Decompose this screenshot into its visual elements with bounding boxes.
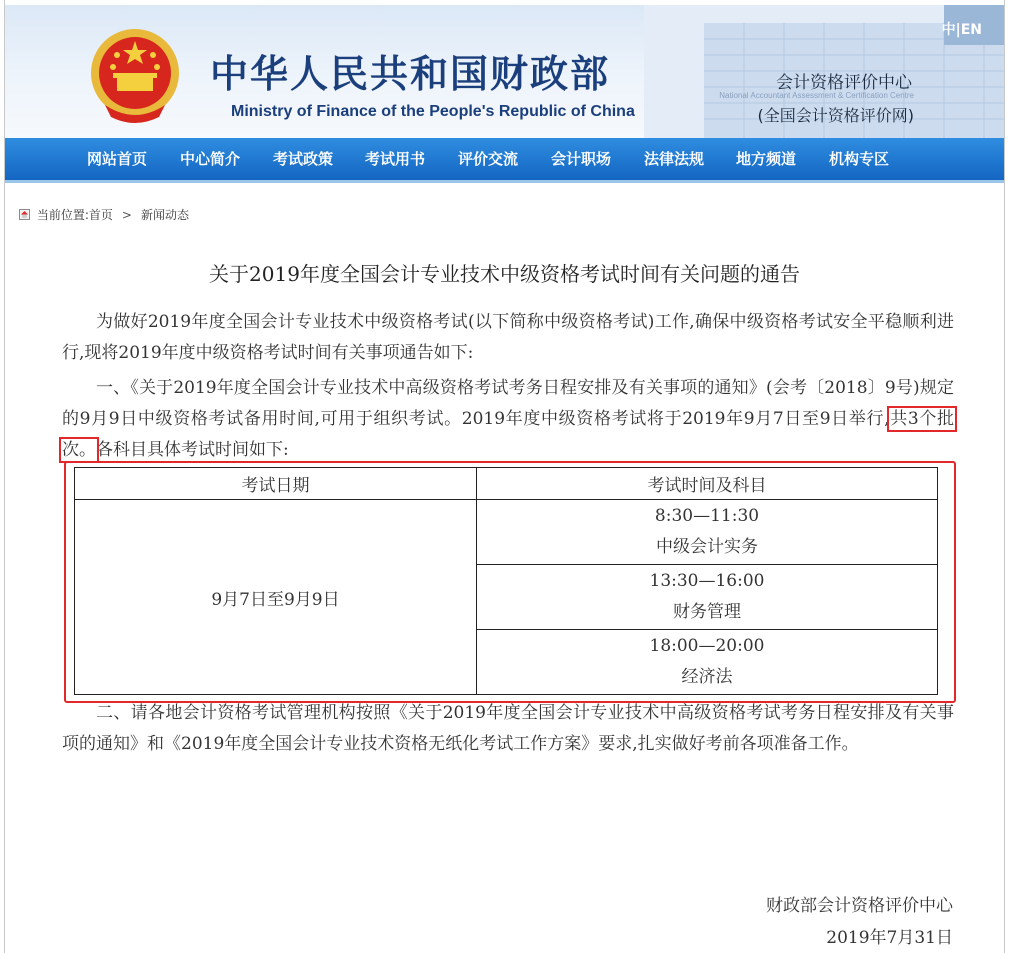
- national-emblem-icon: [87, 25, 183, 125]
- home-icon: [19, 209, 30, 220]
- slot-time: 18:00—20:00: [649, 636, 765, 656]
- nav-item-local[interactable]: 地方频道: [736, 150, 797, 168]
- article-paragraph-2: [62, 373, 954, 466]
- center-name-english: National Accountant Assessment & Certification Centre: [719, 91, 914, 100]
- center-name: 会计资格评价中心: [776, 73, 912, 93]
- nav-item-career[interactable]: 会计职场: [551, 150, 612, 168]
- center-website-name: (全国会计资格评价网): [757, 106, 914, 125]
- nav-item-exchange[interactable]: 评价交流: [458, 150, 519, 168]
- exam-slot-cell: [477, 500, 938, 565]
- breadcrumb-prefix: 当前位置:: [36, 208, 89, 222]
- header-exam-date: 考试日期: [75, 468, 477, 500]
- nav-item-home[interactable]: 网站首页: [87, 150, 148, 168]
- signature-date: 2019年7月31日: [826, 928, 953, 948]
- highlighted-batch-count: 共3个批次。: [62, 409, 954, 460]
- slot-time: 13:30—16:00: [649, 571, 765, 591]
- slot-subject: 财务管理: [673, 602, 741, 622]
- main-nav: [5, 138, 1004, 183]
- site-title-english: Ministry of Finance of the People's Republic of China: [231, 103, 635, 120]
- exam-date-cell: 9月7日至9月9日: [75, 500, 477, 695]
- nav-item-about[interactable]: 中心简介: [180, 150, 241, 168]
- nav-item-exam-policy[interactable]: 考试政策: [273, 150, 334, 168]
- site-title: 中华人民共和国财政部: [210, 52, 611, 96]
- breadcrumb-current[interactable]: 新闻动态: [140, 208, 189, 222]
- table-row: [75, 500, 938, 565]
- exam-schedule-table: [74, 467, 938, 695]
- nav-item-institutions[interactable]: 机构专区: [829, 150, 890, 168]
- table-header-row: [75, 468, 938, 500]
- exam-slot-cell: [477, 565, 938, 630]
- paragraph-2-text: 一、《关于2019年度全国会计专业技术中高级资格考试考务日程安排及有关事项的通知》(会考〔2018〕9号)规定的9月9日中级资格考试备用时间,可用于组织考试。2019年度中级资格考试将于2019年9月7日至9日举行,: [62, 378, 954, 429]
- article-paragraph-3: 二、请各地会计资格考试管理机构按照《关于2019年度全国会计专业技术中高级资格考试考务日程安排及有关事项的通知》和《2019年度全国会计专业技术资格无纸化考试工作方案》要求,扎实做好考前各项准备工作。: [62, 703, 954, 754]
- article-title: 关于2019年度全国会计专业技术中级资格考试时间有关问题的通告: [209, 262, 800, 286]
- exam-slot-cell: [477, 630, 938, 695]
- header-exam-time-subject: 考试时间及科目: [477, 468, 938, 500]
- nav-item-laws[interactable]: 法律法规: [644, 150, 705, 168]
- slot-subject: 经济法: [681, 667, 733, 687]
- slot-subject: 中级会计实务: [656, 537, 758, 557]
- slot-time: 8:30—11:30: [654, 506, 760, 526]
- breadcrumb-home-link[interactable]: 首页: [88, 208, 113, 222]
- language-switch[interactable]: 中|EN: [941, 22, 982, 38]
- signature-org: 财政部会计资格评价中心: [766, 896, 953, 916]
- article-paragraph-1: 为做好2019年度全国会计专业技术中级资格考试(以下简称中级资格考试)工作,确保中级资格考试安全平稳顺利进行,现将2019年度中级资格考试时间有关事项通告如下:: [62, 312, 954, 363]
- paragraph-2-text-end: 各科目具体考试时间如下:: [96, 440, 289, 460]
- site-header: [5, 5, 1004, 138]
- breadcrumb: [19, 206, 189, 223]
- nav-item-exam-books[interactable]: 考试用书: [365, 150, 426, 168]
- breadcrumb-separator: >: [121, 208, 132, 222]
